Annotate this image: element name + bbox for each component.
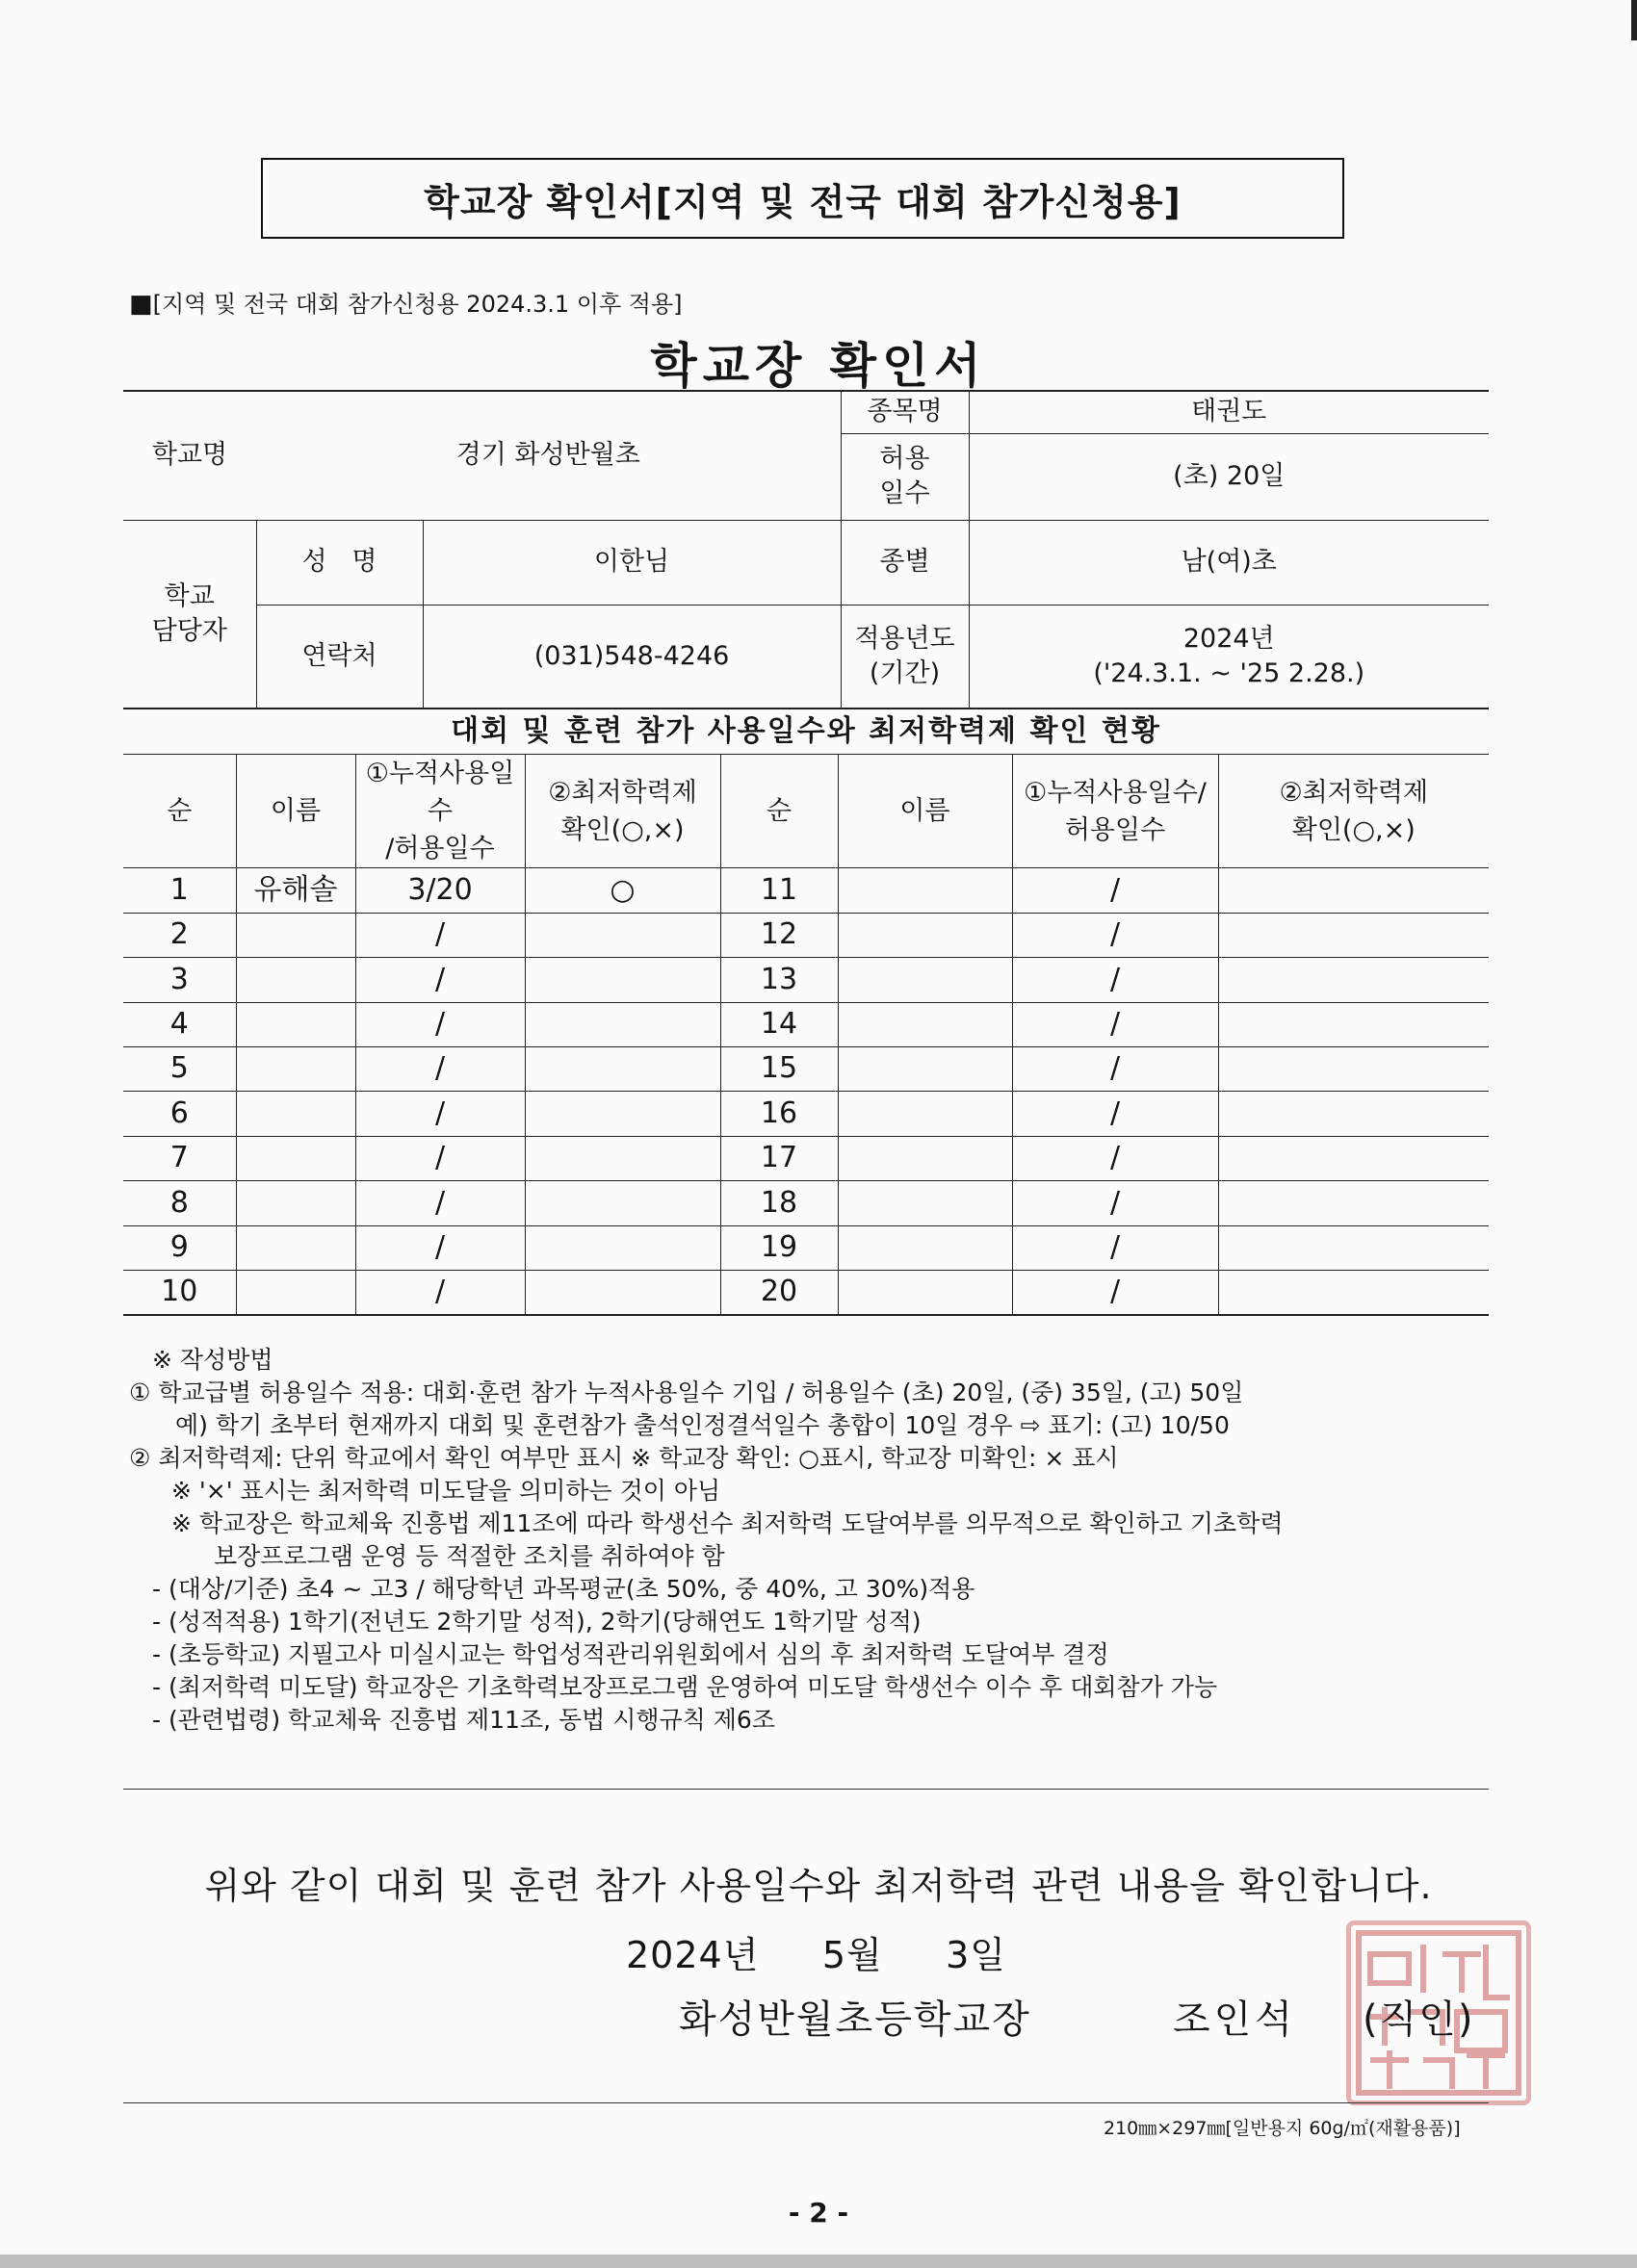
cell-days2: / <box>1012 913 1218 957</box>
contact-value: (031)548-4246 <box>423 605 841 709</box>
cell-name <box>236 1136 355 1180</box>
school-name-value: 경기 화성반월초 <box>455 440 640 471</box>
cell-name <box>236 1270 355 1315</box>
col-header-name-2: 이름 <box>838 755 1012 868</box>
cell-check <box>525 1092 720 1136</box>
cell-no2: 20 <box>720 1270 838 1315</box>
paper-spec: 210㎜×297㎜[일반용지 60g/㎡(재활용품)] <box>1104 2118 1461 2139</box>
allowed-days-value: (초) 20일 <box>969 433 1489 520</box>
cell-check <box>525 1046 720 1091</box>
principal-name: 조인석 <box>1173 1997 1296 2042</box>
cell-no2: 15 <box>720 1046 838 1091</box>
cell-check2 <box>1218 1136 1489 1180</box>
cell-check <box>525 1225 720 1270</box>
seal-label: (직인) <box>1363 1997 1475 2042</box>
school-name-row <box>123 391 841 520</box>
name-label: 성 명 <box>256 520 423 605</box>
cell-days2: / <box>1012 1225 1218 1270</box>
cell-days2: / <box>1012 958 1218 1002</box>
school-principal-title: 화성반월초등학교장 <box>679 1997 1031 2042</box>
cell-no: 4 <box>123 1002 236 1046</box>
cell-no: 6 <box>123 1092 236 1136</box>
cell-name2 <box>838 1092 1012 1136</box>
cell-no: 2 <box>123 913 236 957</box>
application-note <box>129 285 683 319</box>
contact-label: 연락처 <box>256 605 423 709</box>
cell-check2 <box>1218 913 1489 957</box>
note-heading: ※ 작성방법 <box>152 1346 273 1374</box>
cell-no2: 18 <box>720 1181 838 1225</box>
cell-name2 <box>838 958 1012 1002</box>
cell-no: 1 <box>123 868 236 913</box>
cell-name2 <box>838 868 1012 913</box>
table-row <box>123 1136 1489 1180</box>
cell-check <box>525 1270 720 1315</box>
cell-no: 9 <box>123 1225 236 1270</box>
cell-check2 <box>1218 1046 1489 1091</box>
stats-title: 대회 및 훈련 참가 사용일수와 최저학력제 확인 현황 <box>123 708 1489 754</box>
school-name-label: 학교명 <box>151 440 228 471</box>
cell-no: 3 <box>123 958 236 1002</box>
cell-check2 <box>1218 1181 1489 1225</box>
note-item: ② 최저학력제: 단위 학교에서 확인 여부만 표시 ※ 학교장 확인: ○표시, 학교장 미확인: × 표시 <box>129 1444 1119 1472</box>
cell-days: / <box>355 1225 525 1270</box>
cell-name: 유해솔 <box>236 868 355 913</box>
col-header-no: 순 <box>123 755 236 868</box>
scan-edge-mark <box>1631 0 1637 40</box>
table-row <box>123 913 1489 957</box>
cell-check: ○ <box>525 868 720 913</box>
table-row <box>123 1181 1489 1225</box>
cell-name <box>236 958 355 1002</box>
col-header-no-2: 순 <box>720 755 838 868</box>
sport-value: 태권도 <box>969 391 1489 433</box>
cell-no2: 12 <box>720 913 838 957</box>
cell-days: 3/20 <box>355 868 525 913</box>
cell-check2 <box>1218 1225 1489 1270</box>
note-item: 예) 학기 초부터 현재까지 대회 및 훈련참가 출석인정결석일수 총합이 10일 경우 ⇨ 표기: (고) 10/50 <box>175 1411 1230 1439</box>
cell-no: 8 <box>123 1181 236 1225</box>
col-header-check: ②최저학력제 확인(○,×) <box>525 755 720 868</box>
date-year: 2024년 <box>626 1934 760 1976</box>
cell-check2 <box>1218 958 1489 1002</box>
note-item: - (성적적용) 1학기(전년도 2학기말 성적), 2학기(당해연도 1학기말 성적) <box>152 1608 922 1636</box>
divider <box>123 2102 1489 2103</box>
cell-days2: / <box>1012 1046 1218 1091</box>
col-header-check-2: ②최저학력제 확인(○,×) <box>1218 755 1489 868</box>
cell-name <box>236 1046 355 1091</box>
cell-name2 <box>838 913 1012 957</box>
cell-check <box>525 1181 720 1225</box>
cell-days: / <box>355 1002 525 1046</box>
participation-table <box>123 754 1489 1316</box>
cell-check2 <box>1218 1002 1489 1046</box>
cell-no2: 11 <box>720 868 838 913</box>
cell-name2 <box>838 1136 1012 1180</box>
table-row <box>123 1270 1489 1315</box>
period-value: 2024년 ('24.3.1. ~ '25 2.28.) <box>969 605 1489 709</box>
cell-days: / <box>355 1270 525 1315</box>
table-row <box>123 1092 1489 1136</box>
cell-name <box>236 1181 355 1225</box>
cell-name2 <box>838 1046 1012 1091</box>
note-item: ※ '×' 표시는 최저학력 미도달을 의미하는 것이 아님 <box>171 1477 721 1505</box>
note-item: 보장프로그램 운영 등 적절한 조치를 취하여야 함 <box>214 1542 725 1570</box>
signing-date <box>626 1925 1006 1978</box>
allowed-days-label: 허용 일수 <box>841 433 969 520</box>
note-item: - (관련법령) 학교체육 진흥법 제11조, 동법 시행규칙 제6조 <box>152 1706 775 1734</box>
table-row <box>123 868 1489 913</box>
date-month: 5월 <box>821 1934 883 1976</box>
col-header-days: ①누적사용일수 /허용일수 <box>355 755 525 868</box>
table-row <box>123 958 1489 1002</box>
cell-days: / <box>355 1181 525 1225</box>
cell-check <box>525 913 720 957</box>
header-title: 학교장 확인서[지역 및 전국 대회 참가신청용] <box>261 158 1344 239</box>
form-title: 학교장 확인서 <box>650 338 987 394</box>
cell-check <box>525 1136 720 1180</box>
cell-days2: / <box>1012 1136 1218 1180</box>
cell-no: 5 <box>123 1046 236 1091</box>
cell-check <box>525 1002 720 1046</box>
cell-name <box>236 1225 355 1270</box>
application-note-text: [지역 및 전국 대회 참가신청용 2024.3.1 이후 적용] <box>152 291 683 318</box>
cell-days2: / <box>1012 1181 1218 1225</box>
note-item: - (최저학력 미도달) 학교장은 기초학력보장프로그램 운영하여 미도달 학생선수 이수 후 대회참가 가능 <box>152 1673 1218 1701</box>
cell-days: / <box>355 1046 525 1091</box>
cell-no2: 14 <box>720 1002 838 1046</box>
cell-name2 <box>838 1181 1012 1225</box>
scan-bottom-edge <box>0 2255 1637 2268</box>
divider <box>123 1789 1489 1790</box>
writing-instructions <box>129 1344 1516 1737</box>
cell-no2: 13 <box>720 958 838 1002</box>
cell-days: / <box>355 958 525 1002</box>
confirmation-statement: 위와 같이 대회 및 훈련 참가 사용일수와 최저학력 관련 내용을 확인합니다. <box>204 1865 1433 1907</box>
square-bullet-icon: ■ <box>129 290 153 319</box>
page-number: - 2 - <box>788 2197 849 2229</box>
cell-no2: 16 <box>720 1092 838 1136</box>
cell-days: / <box>355 913 525 957</box>
cell-no2: 19 <box>720 1225 838 1270</box>
name-value: 이한님 <box>423 520 841 605</box>
sport-label: 종목명 <box>841 391 969 433</box>
cell-check <box>525 958 720 1002</box>
note-item: - (초등학교) 지필고사 미실시교는 학업성적관리위원회에서 심의 후 최저학력 도달여부 결정 <box>152 1640 1109 1668</box>
date-day: 3일 <box>946 1934 1007 1976</box>
table-row <box>123 1046 1489 1091</box>
gender-label: 종별 <box>841 520 969 605</box>
cell-days2: / <box>1012 1092 1218 1136</box>
cell-name <box>236 913 355 957</box>
cell-days2: / <box>1012 1270 1218 1315</box>
manager-label: 학교 담당자 <box>123 520 256 709</box>
col-header-name: 이름 <box>236 755 355 868</box>
cell-name2 <box>838 1225 1012 1270</box>
col-header-days-2: ①누적사용일수/ 허용일수 <box>1012 755 1218 868</box>
cell-name2 <box>838 1002 1012 1046</box>
cell-days: / <box>355 1136 525 1180</box>
period-label: 적용년도 (기간) <box>841 605 969 709</box>
cell-check2 <box>1218 868 1489 913</box>
table-row <box>123 1225 1489 1270</box>
table-header-row <box>123 755 1489 868</box>
cell-name <box>236 1002 355 1046</box>
cell-check2 <box>1218 1092 1489 1136</box>
note-item: ※ 학교장은 학교체육 진흥법 제11조에 따라 학생선수 최저학력 도달여부를 의무적으로 확인하고 기초학력 <box>171 1509 1284 1537</box>
cell-days: / <box>355 1092 525 1136</box>
note-item: ① 학교급별 허용일수 적용: 대회·훈련 참가 누적사용일수 기입 / 허용일수 (초) 20일, (중) 35일, (고) 50일 <box>129 1379 1244 1406</box>
gender-value: 남(여)초 <box>969 520 1489 605</box>
cell-check2 <box>1218 1270 1489 1315</box>
table-row <box>123 1002 1489 1046</box>
cell-no: 7 <box>123 1136 236 1180</box>
cell-no: 10 <box>123 1270 236 1315</box>
cell-days2: / <box>1012 868 1218 913</box>
school-info-table <box>123 390 1489 709</box>
cell-name2 <box>838 1270 1012 1315</box>
cell-name <box>236 1092 355 1136</box>
cell-days2: / <box>1012 1002 1218 1046</box>
note-item: - (대상/기준) 초4 ~ 고3 / 해당학년 과목평균(초 50%, 중 40%, 고 30%)적용 <box>152 1575 975 1603</box>
cell-no2: 17 <box>720 1136 838 1180</box>
